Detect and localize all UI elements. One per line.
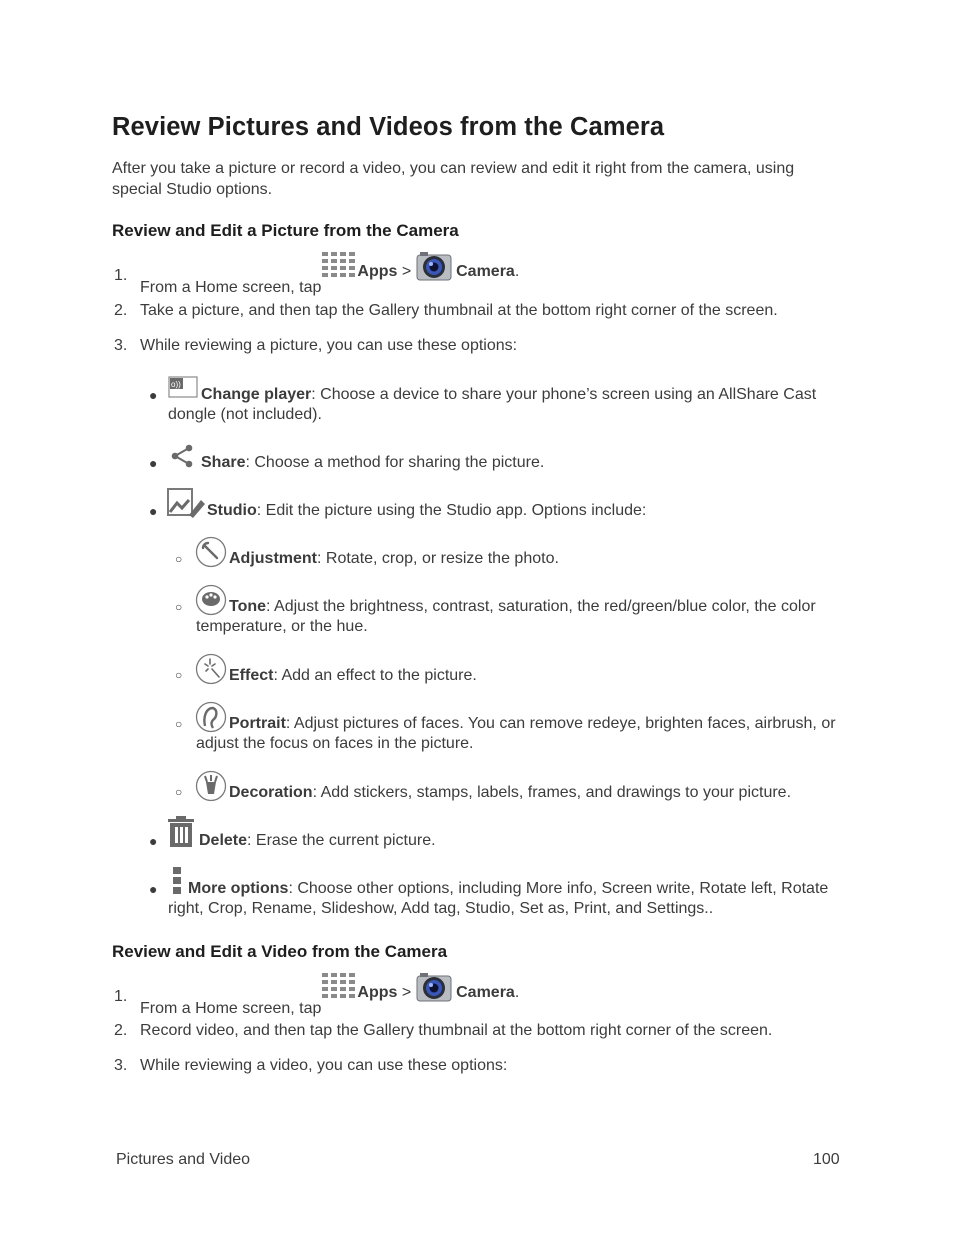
option-share bbox=[201, 453, 881, 473]
step-2-picture: Take a picture, and then tap the Gallery thumbnail at the bottom right corner of the screen. bbox=[140, 302, 778, 319]
bullet: ● bbox=[149, 881, 158, 897]
studio-icon bbox=[167, 488, 205, 520]
period: . bbox=[514, 984, 520, 1001]
option-text: : Choose a method for sharing the picture. bbox=[245, 454, 545, 471]
step-number: 3. bbox=[114, 337, 128, 354]
step-3-picture: While reviewing a picture, you can use these options: bbox=[140, 337, 518, 354]
sub-bullet: ○ bbox=[175, 552, 183, 566]
option-label: Adjustment bbox=[229, 550, 317, 567]
camera-icon bbox=[416, 972, 452, 1002]
step-3-video: While reviewing a video, you can use these options: bbox=[140, 1057, 508, 1074]
bullet: ● bbox=[149, 387, 158, 403]
step-2-video: Record video, and then tap the Gallery thumbnail at the bottom right corner of the screen. bbox=[140, 1022, 773, 1039]
step-1-picture bbox=[140, 251, 840, 296]
sub-bullet: ○ bbox=[175, 785, 183, 799]
option-more-options bbox=[168, 879, 848, 919]
wrench-icon bbox=[195, 536, 227, 568]
camera-icon bbox=[416, 251, 452, 281]
separator: > bbox=[401, 984, 412, 1001]
sub-bullet: ○ bbox=[175, 600, 183, 614]
option-text: : Erase the current picture. bbox=[247, 832, 436, 849]
option-label: Tone bbox=[229, 598, 267, 615]
bullet: ● bbox=[149, 503, 158, 519]
share-icon bbox=[170, 444, 196, 470]
page-title: Review Pictures and Videos from the Camera bbox=[112, 113, 665, 141]
apps-icon bbox=[321, 251, 357, 281]
step-number: 1. bbox=[114, 988, 128, 1005]
option-label: Effect bbox=[229, 667, 274, 684]
apps-label: Apps bbox=[357, 984, 398, 1001]
option-text: : Choose other options, including More info, Screen write, Rotate left, Rotate right, Crop, Rename, Slideshow, Add tag, Studio, Set as, Print, and Settings.. bbox=[168, 880, 829, 917]
option-studio bbox=[207, 501, 887, 521]
option-label: Delete bbox=[199, 832, 248, 849]
option-label: Share bbox=[201, 454, 246, 471]
step-text: From a Home screen, tap bbox=[140, 279, 322, 296]
option-change-player bbox=[168, 385, 848, 425]
bullet: ● bbox=[149, 833, 158, 849]
step-1-video bbox=[140, 972, 840, 1017]
option-adjustment bbox=[229, 549, 909, 569]
page-number: 100 bbox=[813, 1151, 840, 1168]
option-text: : Choose a device to share your phone’s screen using an AllShare Cast dongle (not included). bbox=[168, 386, 817, 423]
svg-text:o)): o)) bbox=[171, 380, 181, 389]
section-heading-video: Review and Edit a Video from the Camera bbox=[112, 942, 448, 961]
option-label: More options bbox=[188, 880, 289, 897]
step-number: 2. bbox=[114, 302, 128, 319]
period: . bbox=[514, 263, 520, 280]
step-number: 1. bbox=[114, 267, 128, 284]
option-text: : Add an effect to the picture. bbox=[273, 667, 477, 684]
apps-icon bbox=[321, 972, 357, 1002]
trash-icon bbox=[167, 816, 195, 848]
footer-section-title: Pictures and Video bbox=[116, 1151, 251, 1168]
option-effect bbox=[229, 666, 909, 686]
apps-label: Apps bbox=[357, 263, 398, 280]
option-label: Change player bbox=[201, 386, 312, 403]
sub-bullet: ○ bbox=[175, 717, 183, 731]
option-text: : Rotate, crop, or resize the photo. bbox=[317, 550, 559, 567]
bullet: ● bbox=[149, 455, 158, 471]
option-label: Portrait bbox=[229, 715, 286, 732]
option-label: Studio bbox=[207, 502, 257, 519]
option-text: : Edit the picture using the Studio app. Options include: bbox=[256, 502, 647, 519]
option-decoration bbox=[229, 783, 909, 803]
option-tone bbox=[196, 597, 846, 637]
sub-bullet: ○ bbox=[175, 668, 183, 682]
section-heading-picture: Review and Edit a Picture from the Camera bbox=[112, 221, 459, 240]
step-number: 2. bbox=[114, 1022, 128, 1039]
option-delete bbox=[199, 831, 879, 851]
option-label: Decoration bbox=[229, 784, 313, 801]
decoration-icon bbox=[195, 770, 227, 802]
intro-paragraph: After you take a picture or record a video, you can review and edit it right from the camera, using special Studio options. bbox=[112, 160, 795, 198]
step-number: 3. bbox=[114, 1057, 128, 1074]
option-portrait bbox=[196, 714, 846, 754]
option-text: : Add stickers, stamps, labels, frames, and drawings to your picture. bbox=[312, 784, 792, 801]
separator: > bbox=[401, 263, 412, 280]
option-text: : Adjust the brightness, contrast, saturation, the red/green/blue color, the color temperature, or the hue. bbox=[196, 598, 816, 635]
option-text: : Adjust pictures of faces. You can remove redeye, brighten faces, airbrush, or adjust the focus on faces in the picture. bbox=[196, 715, 836, 752]
camera-label: Camera bbox=[456, 984, 515, 1001]
camera-label: Camera bbox=[456, 263, 515, 280]
step-text: From a Home screen, tap bbox=[140, 1000, 322, 1017]
magic-wand-icon bbox=[195, 653, 227, 685]
